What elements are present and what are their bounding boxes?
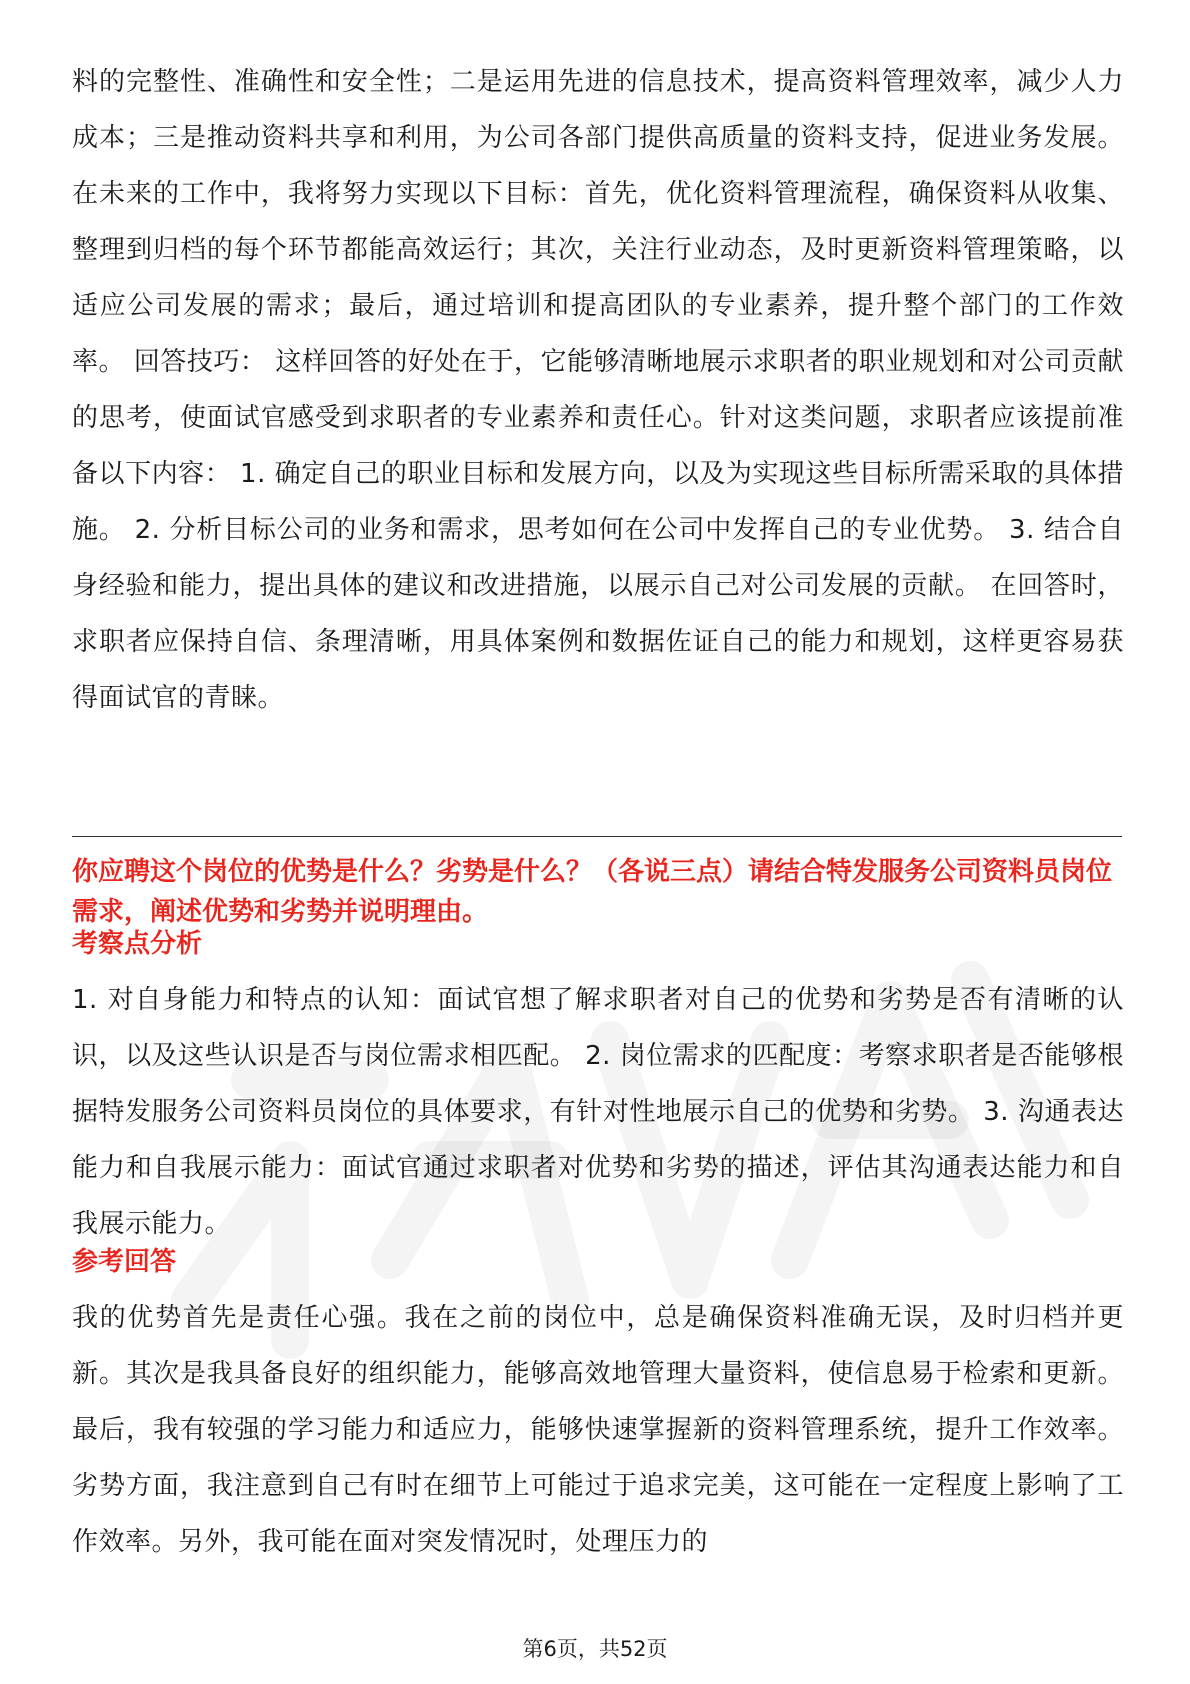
page-number: 第6页，共52页 — [522, 1637, 668, 1661]
analysis-title: 考察点分析 — [72, 929, 203, 959]
section-divider — [72, 836, 1122, 837]
top-paragraph: 料的完整性、准确性和安全性；二是运用先进的信息技术，提高资料管理效率，减少人力成本；三是推动资料共享和利用，为公司各部门提供高质量的资料支持，促进业务发展。 在未来的工作中，我将努力实现以下目标：首先，优化资料管理流程，确保资料从收集、整理到归档的每个环节都能高效运行；其次，关注行业动态，及时更新资料管理策略，以适应公司发展的需求；最后，通过培训和提高团队的专业素养，提升整个部门的工作效率。 回答技巧： 这样回答的好处在于，它能够清晰地展示求职者的职业规划和对公司贡献的思考，使面试官感受到求职者的专业素养和责任心。针对这类问题，求职者应该提前准备以下内容： 1. 确定自己的职业目标和发展方向，以及为实现这些目标所需采取的具体措施。 2. 分析目标公司的业务和需求，思考如何在公司中发挥自己的专业优势。 3. 结合自身经验和能力，提出具体的建议和改进措施，以展示自己对公司发展的贡献。 在回答时，求职者应保持自信、条理清晰，用具体案例和数据佐证自己的能力和规划，这样更容易获得面试官的青睐。 — [72, 67, 1124, 713]
analysis-text: 1. 对自身能力和特点的认知：面试官想了解求职者对自己的优势和劣势是否有清晰的认识，以及这些认识是否与岗位需求相匹配。 2. 岗位需求的匹配度：考察求职者是否能够根据特发服务公司资料员岗位的具体要求，有针对性地展示自己的优势和劣势。 3. 沟通表达能力和自我展示能力：面试官通过求职者对优势和劣势的描述，评估其沟通表达能力和自我展示能力。 — [72, 985, 1124, 1239]
analysis-block — [72, 972, 1124, 1252]
answer-block — [72, 1290, 1124, 1570]
answer-text: 我的优势首先是责任心强。我在之前的岗位中，总是确保资料准确无误，及时归档并更新。其次是我具备良好的组织能力，能够高效地管理大量资料，使信息易于检索和更新。最后，我有较强的学习能力和适应力，能够快速掌握新的资料管理系统，提升工作效率。 劣势方面，我注意到自己有时在细节上可能过于追求完美，这可能在一定程度上影响了工作效率。另外，我可能在面对突发情况时，处理压力的 — [72, 1303, 1124, 1557]
question-heading: 你应聘这个岗位的优势是什么？劣势是什么？（各说三点）请结合特发服务公司资料员岗位需求，阐述优势和劣势并说明理由。 — [72, 857, 1113, 927]
answer-title: 参考回答 — [72, 1247, 177, 1277]
top-paragraph-block — [72, 54, 1124, 726]
